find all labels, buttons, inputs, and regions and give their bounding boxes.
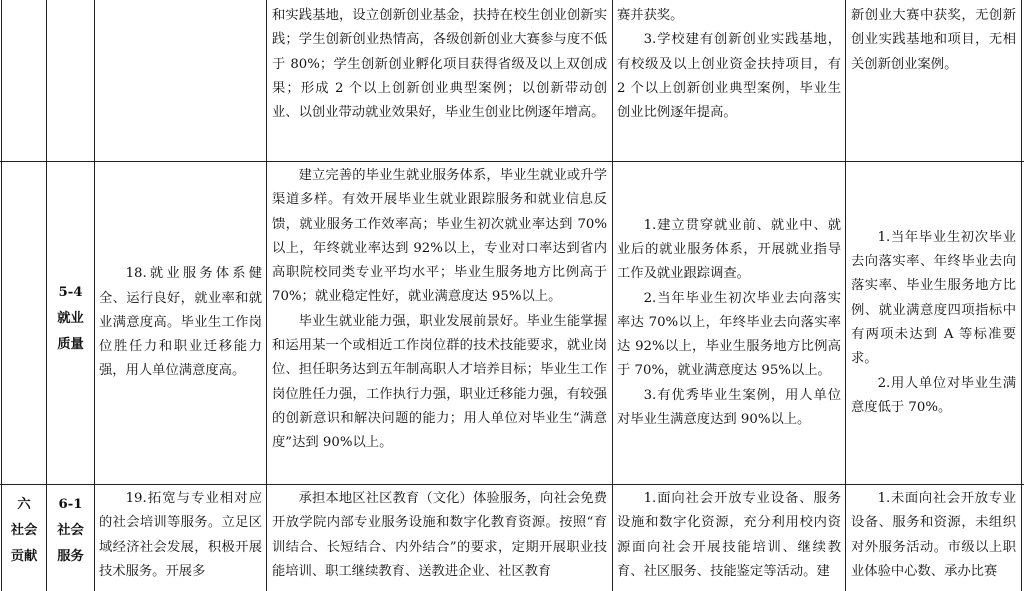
row0-a-standard-cell: [617, 4, 841, 160]
row2-content-p1: 承担本地区社区教育（文化）体验服务，向社会免费开放学院内部专业服务设施和数字化教育资源。按照“育训结合、长短结合、内外结合”的要求，定期开展职业技能培训、职工继续教育、送教进企业、社区教育: [272, 491, 607, 579]
row1-code: 5-4: [58, 285, 83, 300]
row2-c-standard-cell: [851, 487, 1016, 591]
row2-criteria-cell: [99, 487, 262, 591]
row1-a-standard-cell: [617, 162, 841, 484]
row2-indicator-label: [47, 492, 94, 570]
row2-section-num: 六: [17, 497, 31, 512]
row1-criteria-cell: [99, 162, 262, 484]
row2-c-p1: 1.未面向社会开放专业设备、服务和资源，未组织对外服务活动。市级以上职业体验中心数、承办比赛: [851, 491, 1016, 579]
row1-content-p2: 毕业生就业能力强，职业发展前景好。毕业生能掌握和运用某一个或相近工作岗位群的技术技能要求，就业岗位、担任职务达到五年制高职人才培养目标；毕业生工作岗位胜任力强，工作执行力强，职业迁移能力强，有较强的创新意识和解决问题的能力；用人单位对毕业生“满意度”达到 90%以上。: [272, 313, 607, 451]
column-divider: [94, 0, 95, 591]
row1-name-line2: 质量: [57, 337, 84, 352]
row1-c-standard-cell: [851, 162, 1016, 484]
row2-section-line2: 贡献: [10, 549, 38, 564]
row2-code: 6-1: [58, 497, 83, 512]
row1-name-line1: 就业: [57, 311, 84, 326]
row2-name-line2: 服务: [57, 549, 84, 564]
row0-c-p1: 新创业大赛中获奖，无创新创业实践基地和项目，无相关创新创业案例。: [851, 8, 1016, 72]
row2-section-line1: 社会: [10, 523, 38, 538]
row1-a-p3: 3.有优秀毕业生案例，用人单位对毕业生满意度达到 90%以上。: [617, 387, 841, 428]
row1-content-cell: [272, 164, 607, 484]
row1-content-p1: 建立完善的毕业生就业服务体系，毕业生就业或升学渠道多样。有效开展毕业生就业跟踪服务和就业信息反馈，就业服务工作效率高；毕业生初次就业率达到 70%以上，年终就业率达到 92%以上，专业对口率达到省内高职院校同类专业平均水平；毕业生服务地方比例高于 70%；就业稳定性好，就业满意度达 95%以上。: [272, 168, 607, 305]
row0-content-cell: [272, 4, 607, 160]
row1-c-p1: 1.当年毕业生初次毕业去向落实率、年终毕业去向落实率、毕业生服务地方比例、就业满意度四项指标中有两项未达到 A 等标准要求。: [851, 229, 1016, 367]
row2-content-cell: [272, 487, 607, 591]
row-divider: [0, 484, 1024, 485]
column-divider: [266, 0, 267, 591]
column-divider: [845, 0, 846, 591]
column-divider: [612, 0, 613, 591]
row2-criteria: 19.拓宽与专业相对应的社会培训等服务。立足区域经济社会发展，积极开展技术服务。开展多: [99, 491, 262, 579]
row1-c-p2: 2.用人单位对毕业生满意度低于 70%。: [851, 375, 1016, 415]
row0-a-p1: 赛并获奖。: [617, 8, 684, 23]
row2-name-line1: 社会: [57, 523, 84, 538]
row0-c-standard-cell: [851, 4, 1016, 160]
row1-indicator-label: [47, 280, 94, 358]
row2-a-p1: 1.面向社会开放专业设备、服务设施和数字化资源，充分利用校内资源面向社会开展技能培训、继续教育、社区服务、技能鉴定等活动。建: [617, 491, 841, 579]
column-divider: [1021, 0, 1022, 591]
row0-content-p1: 和实践基地，设立创新创业基金，扶持在校生创业创新实践；学生创新创业热情高，各级创新创业大赛参与度不低于 80%；学生创新创业孵化项目获得省级及以上双创成果；形成 2 个以上创新创业典型案例；以创新带动创业、以创业带动就业效果好，毕业生创业比例逐年增高。: [272, 8, 607, 121]
row2-section-label: [2, 492, 46, 570]
row1-a-p1: 1.建立贯穿就业前、就业中、就业后的就业服务体系，开展就业指导工作及就业跟踪调查。: [617, 217, 841, 282]
row0-a-p2: 3.学校建有创新创业实践基地，有校级及以上创业资金扶持项目，有 2 个以上创新创业典型案例，毕业生创业比例逐年提高。: [617, 32, 841, 121]
row1-criteria: 18.就业服务体系健全、运行良好，就业率和就业满意度高。毕业生工作岗位胜任力和职业迁移能力强，用人单位满意度高。: [99, 266, 262, 379]
row2-a-standard-cell: [617, 487, 841, 591]
row1-a-p2: 2.当年毕业生初次毕业去向落实率达 70%以上，年终毕业去向落实率达 92%以上，毕业生服务地方比例高于 70%，就业满意度达 95%以上。: [617, 290, 841, 379]
